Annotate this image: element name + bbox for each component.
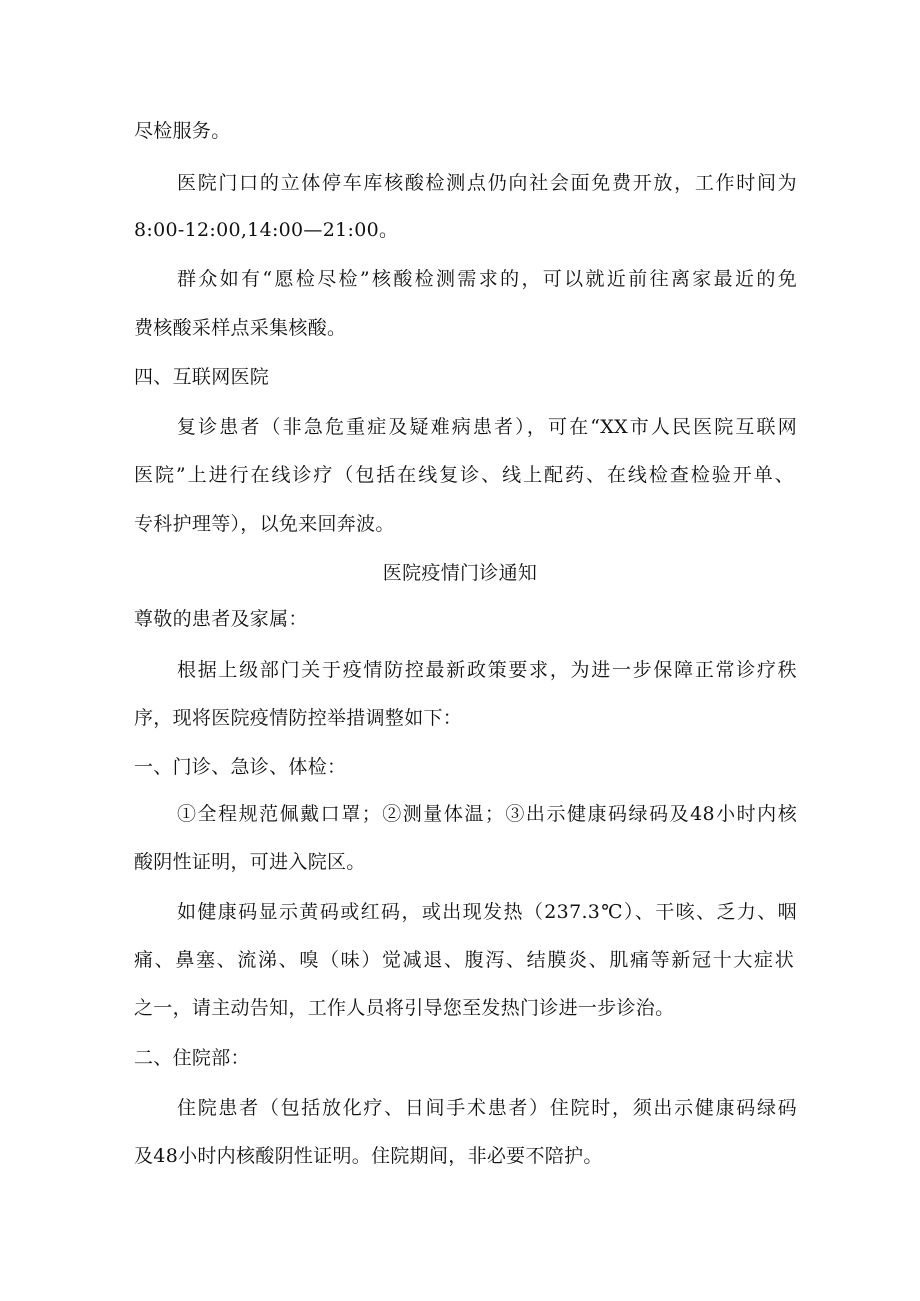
text-line: 住院患者（包括放化疗、日间手术患者）住院时，须出示健康码绿码 [177, 1097, 797, 1119]
text-line: 如健康码显示黄码或红码，或出现发热（237.3℃）、干咳、乏力、咽 [177, 901, 797, 923]
section-heading: 一、门诊、急诊、体检： [134, 756, 347, 778]
text-line: 之一，请主动告知，工作人员将引导您至发热门诊进一步诊治。 [134, 997, 675, 1019]
text-line: 医院门口的立体停车库核酸检测点仍向社会面免费开放，工作时间为 [177, 172, 797, 194]
text-line: 复诊患者（非急危重症及疑难病患者），可在“XX市人民医院互联网 [177, 416, 797, 438]
text-line: 序，现将医院疫情防控举措调整如下： [134, 707, 463, 729]
text-line: 及48小时内核酸阴性证明。住院期间，非必要不陪护。 [134, 1145, 603, 1167]
text-line: 尽检服务。 [134, 120, 231, 142]
salutation: 尊敬的患者及家属： [134, 608, 308, 630]
text-line: 费核酸采样点采集核酸。 [134, 317, 347, 339]
text-line: 根据上级部门关于疫情防控最新政策要求，为进一步保障正常诊疗秩 [177, 659, 797, 681]
notice-title: 医院疫情门诊通知 [382, 562, 538, 584]
text-line: 专科护理等），以免来回奔波。 [134, 513, 395, 535]
text-line: 群众如有“愿检尽检”核酸检测需求的，可以就近前往离家最近的免 [177, 268, 797, 290]
section-heading: 四、互联网医院 [134, 366, 270, 388]
text-line: 医院”上进行在线诊疗（包括在线复诊、线上配药、在线检查检验开单、 [134, 464, 794, 486]
text-line: 痛、鼻塞、流涕、嗅（味）觉减退、腹泻、结膜炎、肌痛等新冠十大症状 [134, 949, 794, 971]
text-line: ①全程规范佩戴口罩；②测量体温；③出示健康码绿码及48小时内核 [177, 803, 797, 825]
text-line: 酸阴性证明，可进入院区。 [134, 851, 366, 873]
section-heading: 二、住院部： [134, 1047, 250, 1069]
text-line: 8:00-12:00,14:00—21:00。 [134, 219, 399, 241]
